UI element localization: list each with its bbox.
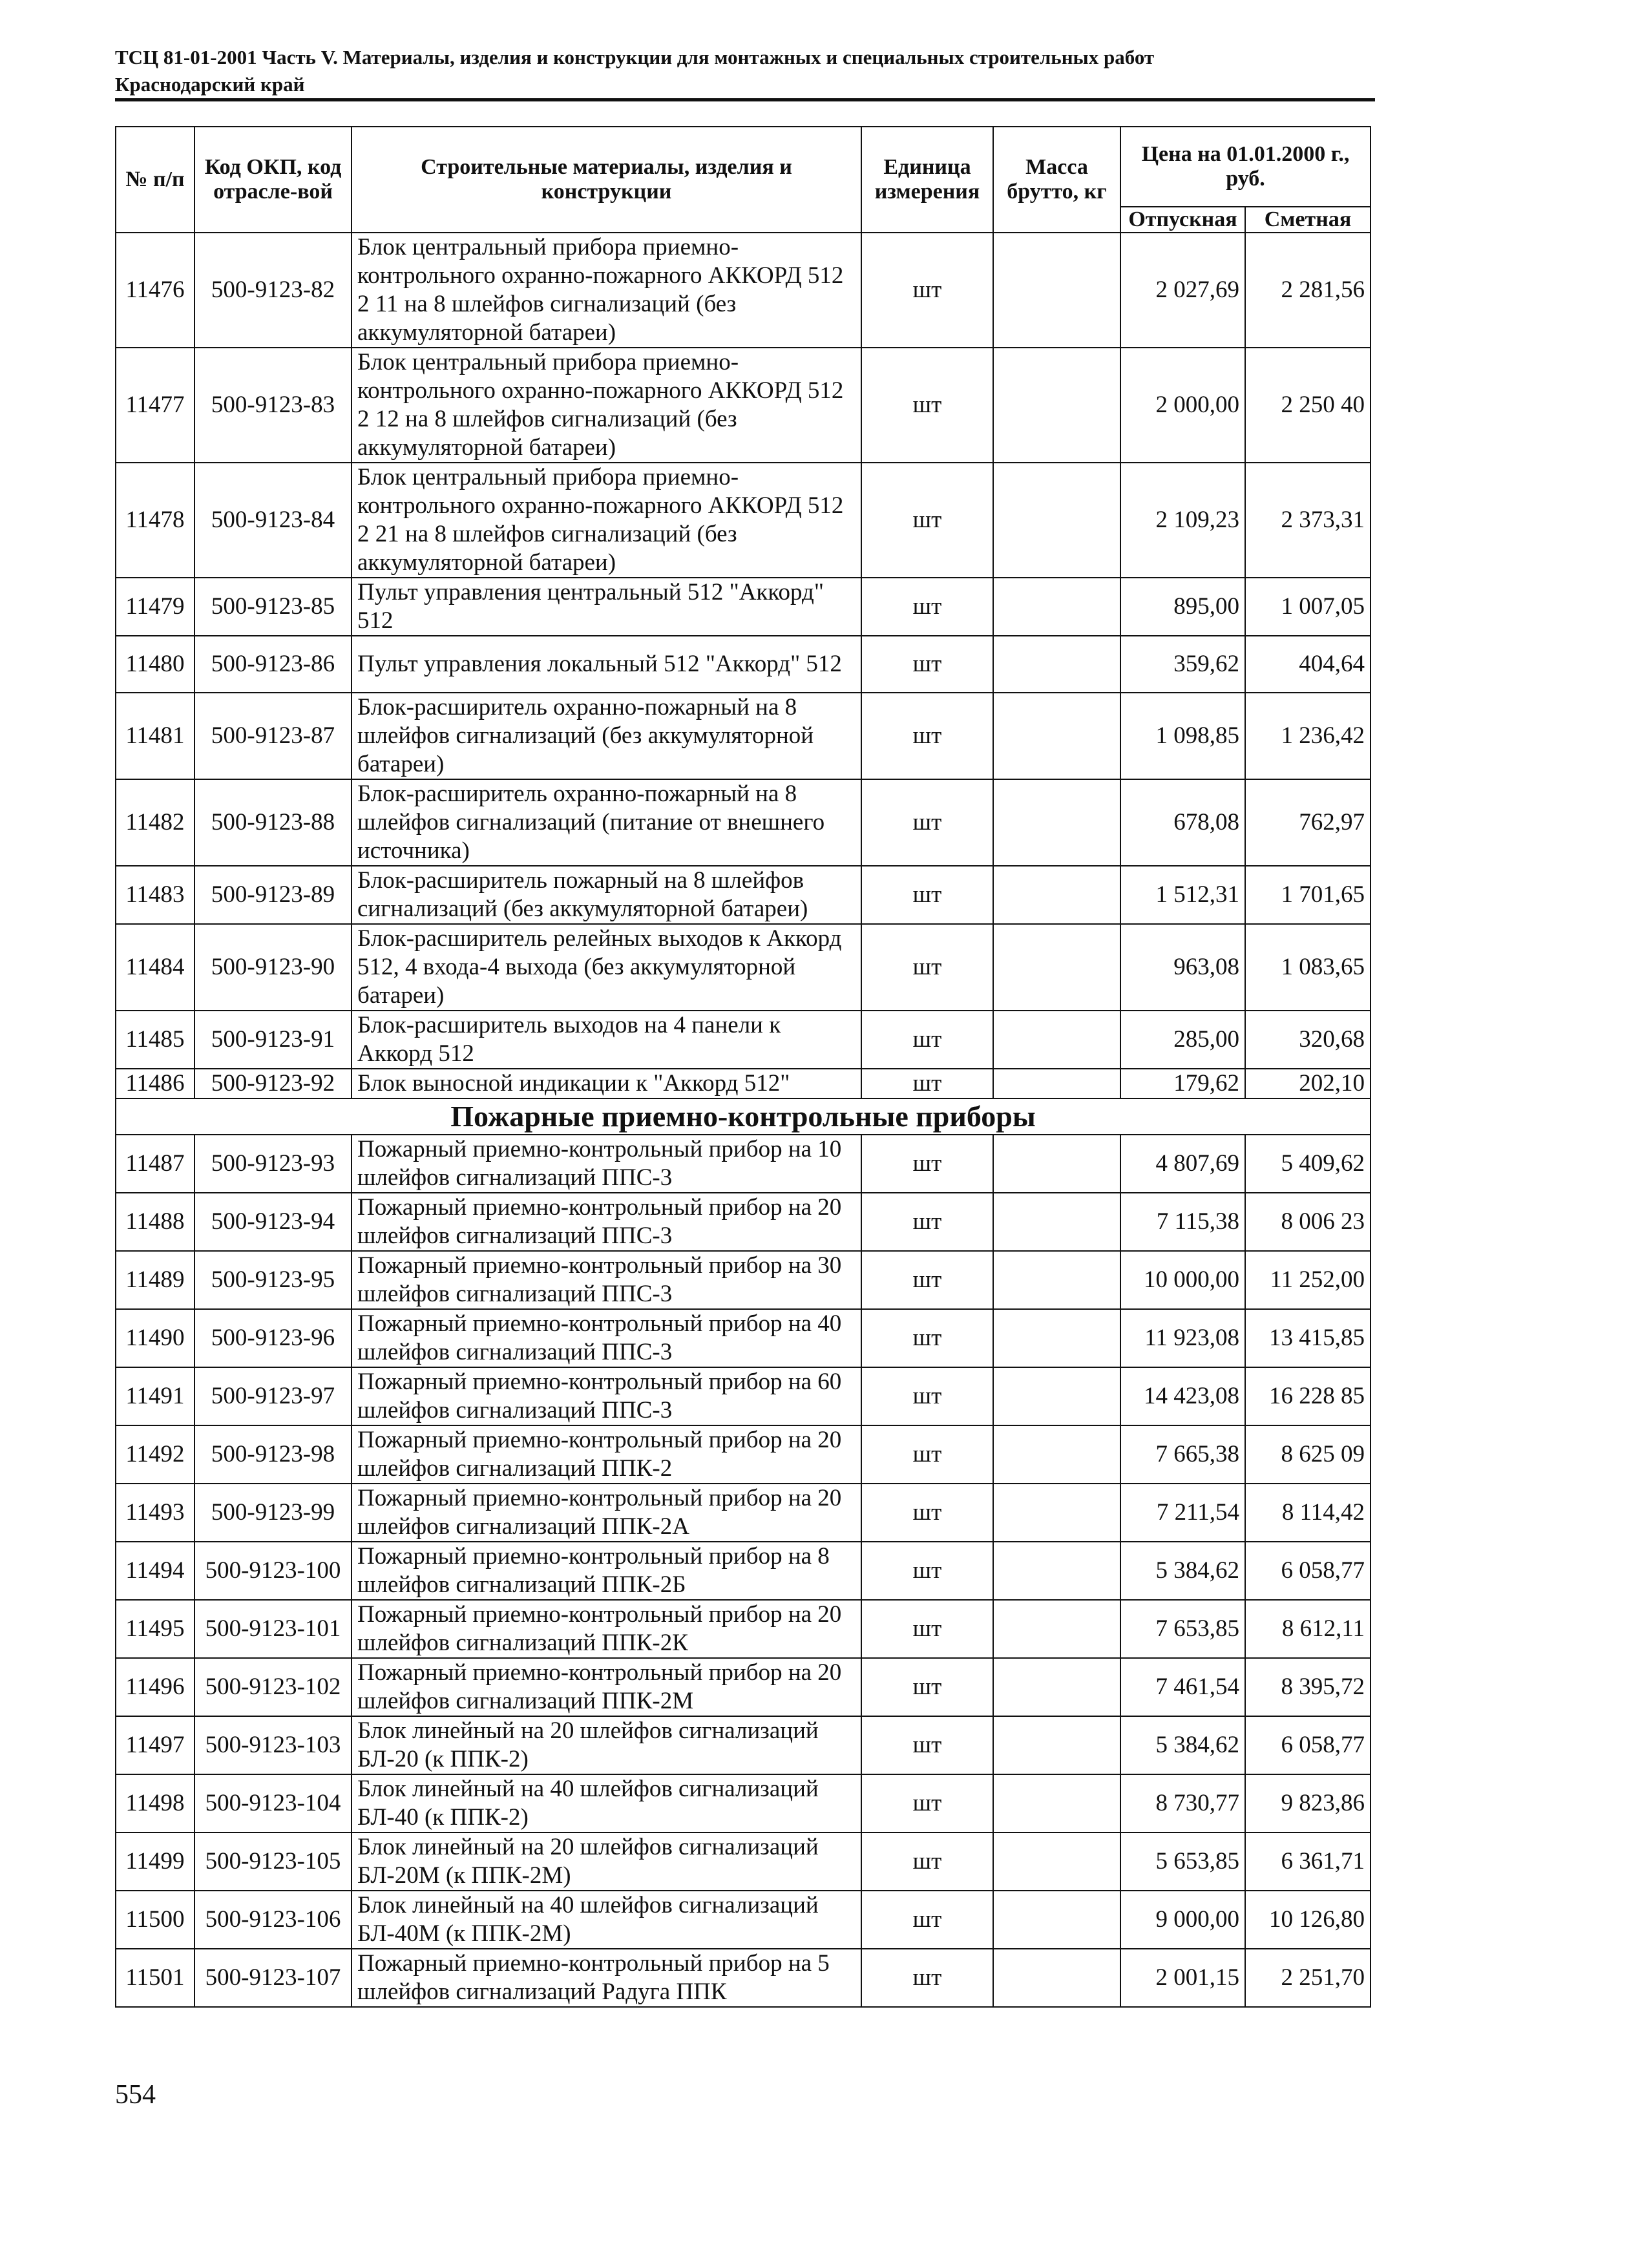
cell-name: Блок линейный на 40 шлейфов сигнализаций БЛ-40 (к ППК-2): [352, 1774, 861, 1832]
cell-unit: шт: [861, 1658, 993, 1716]
cell-code: 500-9123-97: [194, 1367, 352, 1425]
cell-mass: [993, 1949, 1120, 2007]
cell-unit: шт: [861, 1069, 993, 1098]
cell-num: 11493: [116, 1484, 194, 1542]
cell-release-price: 7 115,38: [1120, 1193, 1245, 1251]
cell-mass: [993, 1716, 1120, 1774]
cell-unit: шт: [861, 1193, 993, 1251]
cell-unit: шт: [861, 1251, 993, 1309]
table-row: [116, 1069, 1371, 1098]
table-row: [116, 1600, 1371, 1658]
cell-num: 11477: [116, 348, 194, 463]
cell-name: Блок линейный на 20 шлейфов сигнализаций БЛ-20 (к ППК-2): [352, 1716, 861, 1774]
table-header: [116, 127, 1371, 233]
table-row: [116, 1309, 1371, 1367]
table-body-fire-devices: [116, 1135, 1371, 2007]
cell-code: 500-9123-94: [194, 1193, 352, 1251]
cell-name: Блок-расширитель релейных выходов к Аккорд 512, 4 входа-4 выхода (без аккумуляторной батареи): [352, 924, 861, 1011]
table-row: [116, 1251, 1371, 1309]
cell-code: 500-9123-104: [194, 1774, 352, 1832]
cell-unit: шт: [861, 1716, 993, 1774]
cell-unit: шт: [861, 924, 993, 1011]
cell-code: 500-9123-101: [194, 1600, 352, 1658]
cell-code: 500-9123-87: [194, 693, 352, 779]
cell-release-price: 4 807,69: [1120, 1135, 1245, 1193]
cell-mass: [993, 348, 1120, 463]
cell-estimate-price: 6 361,71: [1245, 1832, 1371, 1891]
col-header-num: № п/п: [116, 127, 194, 233]
section-title: Пожарные приемно-контрольные приборы: [116, 1098, 1371, 1135]
cell-mass: [993, 578, 1120, 636]
cell-code: 500-9123-102: [194, 1658, 352, 1716]
table-row: [116, 348, 1371, 463]
cell-name: Блок выносной индикации к "Аккорд 512": [352, 1069, 861, 1098]
cell-name: Пожарный приемно-контрольный прибор на 20 шлейфов сигнализаций ППК-2: [352, 1425, 861, 1484]
cell-num: 11476: [116, 233, 194, 348]
cell-mass: [993, 636, 1120, 693]
col-header-code: Код ОКП, код отрасле-вой: [194, 127, 352, 233]
cell-mass: [993, 1309, 1120, 1367]
cell-code: 500-9123-93: [194, 1135, 352, 1193]
table-row: [116, 1135, 1371, 1193]
cell-num: 11486: [116, 1069, 194, 1098]
cell-estimate-price: 8 114,42: [1245, 1484, 1371, 1542]
cell-name: Пожарный приемно-контрольный прибор на 30 шлейфов сигнализаций ППС-3: [352, 1251, 861, 1309]
header-rule: [115, 98, 1375, 101]
cell-release-price: 7 211,54: [1120, 1484, 1245, 1542]
cell-release-price: 1 512,31: [1120, 866, 1245, 924]
cell-release-price: 7 461,54: [1120, 1658, 1245, 1716]
cell-release-price: 1 098,85: [1120, 693, 1245, 779]
cell-name: Блок-расширитель охранно-пожарный на 8 шлейфов сигнализаций (без аккумуляторной батареи): [352, 693, 861, 779]
cell-num: 11495: [116, 1600, 194, 1658]
cell-estimate-price: 1 007,05: [1245, 578, 1371, 636]
cell-name: Пульт управления центральный 512 "Аккорд" 512: [352, 578, 861, 636]
cell-name: Блок центральный прибора приемно-контрольного охранно-пожарного АККОРД 512 2 11 на 8 шлейфов сигнализаций (без аккумуляторной батареи): [352, 233, 861, 348]
cell-estimate-price: 2 250 40: [1245, 348, 1371, 463]
cell-release-price: 7 665,38: [1120, 1425, 1245, 1484]
cell-unit: шт: [861, 1832, 993, 1891]
cell-num: 11499: [116, 1832, 194, 1891]
cell-num: 11501: [116, 1949, 194, 2007]
cell-num: 11484: [116, 924, 194, 1011]
cell-code: 500-9123-96: [194, 1309, 352, 1367]
table-row: [116, 866, 1371, 924]
cell-name: Блок центральный прибора приемно-контрольного охранно-пожарного АККОРД 512 2 21 на 8 шлейфов сигнализаций (без аккумуляторной батареи): [352, 463, 861, 578]
cell-name: Блок линейный на 40 шлейфов сигнализаций БЛ-40М (к ППК-2М): [352, 1891, 861, 1949]
cell-unit: шт: [861, 1600, 993, 1658]
cell-unit: шт: [861, 1309, 993, 1367]
cell-code: 500-9123-88: [194, 779, 352, 866]
cell-code: 500-9123-82: [194, 233, 352, 348]
price-table: [115, 126, 1371, 2008]
col-header-estimate: Сметная: [1245, 207, 1371, 233]
cell-unit: шт: [861, 1774, 993, 1832]
cell-release-price: 11 923,08: [1120, 1309, 1245, 1367]
cell-name: Блок-расширитель охранно-пожарный на 8 шлейфов сигнализаций (питание от внешнего источника): [352, 779, 861, 866]
cell-mass: [993, 463, 1120, 578]
cell-num: 11496: [116, 1658, 194, 1716]
cell-release-price: 2 000,00: [1120, 348, 1245, 463]
cell-unit: шт: [861, 1542, 993, 1600]
table-row: [116, 1658, 1371, 1716]
cell-release-price: 2 109,23: [1120, 463, 1245, 578]
section-row: [116, 1098, 1371, 1135]
cell-estimate-price: 202,10: [1245, 1069, 1371, 1098]
table-row: [116, 1367, 1371, 1425]
cell-name: Блок-расширитель пожарный на 8 шлейфов сигнализаций (без аккумуляторной батареи): [352, 866, 861, 924]
cell-name: Блок линейный на 20 шлейфов сигнализаций БЛ-20М (к ППК-2М): [352, 1832, 861, 1891]
cell-mass: [993, 1600, 1120, 1658]
cell-unit: шт: [861, 463, 993, 578]
cell-release-price: 359,62: [1120, 636, 1245, 693]
table-row: [116, 1716, 1371, 1774]
cell-code: 500-9123-90: [194, 924, 352, 1011]
cell-estimate-price: 2 373,31: [1245, 463, 1371, 578]
cell-unit: шт: [861, 1949, 993, 2007]
cell-estimate-price: 16 228 85: [1245, 1367, 1371, 1425]
cell-mass: [993, 1832, 1120, 1891]
cell-estimate-price: 8 006 23: [1245, 1193, 1371, 1251]
cell-mass: [993, 1658, 1120, 1716]
page-header: [115, 44, 1375, 98]
table-row: [116, 1832, 1371, 1891]
table-row: [116, 636, 1371, 693]
cell-num: 11487: [116, 1135, 194, 1193]
cell-estimate-price: 8 625 09: [1245, 1425, 1371, 1484]
cell-num: 11482: [116, 779, 194, 866]
table-row: [116, 1949, 1371, 2007]
cell-code: 500-9123-92: [194, 1069, 352, 1098]
col-header-price-group: Цена на 01.01.2000 г., руб.: [1120, 127, 1371, 207]
cell-code: 500-9123-99: [194, 1484, 352, 1542]
cell-estimate-price: 10 126,80: [1245, 1891, 1371, 1949]
cell-name: Пожарный приемно-контрольный прибор на 20 шлейфов сигнализаций ППК-2М: [352, 1658, 861, 1716]
cell-code: 500-9123-106: [194, 1891, 352, 1949]
cell-num: 11485: [116, 1011, 194, 1069]
cell-release-price: 5 384,62: [1120, 1716, 1245, 1774]
cell-mass: [993, 1484, 1120, 1542]
cell-mass: [993, 1774, 1120, 1832]
cell-num: 11488: [116, 1193, 194, 1251]
cell-name: Блок центральный прибора приемно-контрольного охранно-пожарного АККОРД 512 2 12 на 8 шлейфов сигнализаций (без аккумуляторной батареи): [352, 348, 861, 463]
cell-estimate-price: 5 409,62: [1245, 1135, 1371, 1193]
cell-num: 11478: [116, 463, 194, 578]
table-row: [116, 1891, 1371, 1949]
cell-estimate-price: 9 823,86: [1245, 1774, 1371, 1832]
cell-unit: шт: [861, 1425, 993, 1484]
cell-release-price: 10 000,00: [1120, 1251, 1245, 1309]
cell-unit: шт: [861, 1891, 993, 1949]
cell-num: 11491: [116, 1367, 194, 1425]
cell-mass: [993, 1891, 1120, 1949]
cell-code: 500-9123-107: [194, 1949, 352, 2007]
table-row: [116, 1011, 1371, 1069]
cell-num: 11479: [116, 578, 194, 636]
cell-unit: шт: [861, 1367, 993, 1425]
cell-code: 500-9123-89: [194, 866, 352, 924]
col-header-unit: Единица измерения: [861, 127, 993, 233]
cell-unit: шт: [861, 779, 993, 866]
cell-mass: [993, 1069, 1120, 1098]
cell-estimate-price: 1 236,42: [1245, 693, 1371, 779]
cell-num: 11480: [116, 636, 194, 693]
col-header-mass: Масса брутто, кг: [993, 127, 1120, 233]
cell-estimate-price: 2 281,56: [1245, 233, 1371, 348]
table-row: [116, 233, 1371, 348]
cell-code: 500-9123-84: [194, 463, 352, 578]
table-row: [116, 463, 1371, 578]
cell-estimate-price: 11 252,00: [1245, 1251, 1371, 1309]
cell-mass: [993, 1011, 1120, 1069]
table-row: [116, 693, 1371, 779]
cell-code: 500-9123-95: [194, 1251, 352, 1309]
cell-name: Пульт управления локальный 512 "Аккорд" 512: [352, 636, 861, 693]
cell-mass: [993, 1367, 1120, 1425]
cell-unit: шт: [861, 1484, 993, 1542]
table-body-main: [116, 233, 1371, 1098]
cell-unit: шт: [861, 578, 993, 636]
cell-num: 11490: [116, 1309, 194, 1367]
cell-release-price: 2 001,15: [1120, 1949, 1245, 2007]
header-region: Краснодарский край: [115, 73, 305, 96]
cell-name: Пожарный приемно-контрольный прибор на 10 шлейфов сигнализаций ППС-3: [352, 1135, 861, 1193]
cell-estimate-price: 8 395,72: [1245, 1658, 1371, 1716]
cell-release-price: 5 653,85: [1120, 1832, 1245, 1891]
cell-mass: [993, 693, 1120, 779]
table-row: [116, 1774, 1371, 1832]
col-header-name: Строительные материалы, изделия и конструкции: [352, 127, 861, 233]
cell-num: 11481: [116, 693, 194, 779]
cell-name: Пожарный приемно-контрольный прибор на 20 шлейфов сигнализаций ППС-3: [352, 1193, 861, 1251]
cell-release-price: 2 027,69: [1120, 233, 1245, 348]
table-row: [116, 1542, 1371, 1600]
page-number: 554: [115, 2080, 156, 2110]
cell-mass: [993, 1135, 1120, 1193]
cell-estimate-price: 2 251,70: [1245, 1949, 1371, 2007]
cell-release-price: 9 000,00: [1120, 1891, 1245, 1949]
cell-mass: [993, 779, 1120, 866]
cell-estimate-price: 8 612,11: [1245, 1600, 1371, 1658]
cell-release-price: 7 653,85: [1120, 1600, 1245, 1658]
cell-release-price: 895,00: [1120, 578, 1245, 636]
cell-estimate-price: 762,97: [1245, 779, 1371, 866]
col-header-release: Отпускная: [1120, 207, 1245, 233]
cell-unit: шт: [861, 1135, 993, 1193]
cell-release-price: 678,08: [1120, 779, 1245, 866]
table-row: [116, 1193, 1371, 1251]
cell-num: 11489: [116, 1251, 194, 1309]
cell-name: Блок-расширитель выходов на 4 панели к Аккорд 512: [352, 1011, 861, 1069]
cell-name: Пожарный приемно-контрольный прибор на 8 шлейфов сигнализаций ППК-2Б: [352, 1542, 861, 1600]
cell-name: Пожарный приемно-контрольный прибор на 40 шлейфов сигнализаций ППС-3: [352, 1309, 861, 1367]
cell-num: 11483: [116, 866, 194, 924]
cell-estimate-price: 1 701,65: [1245, 866, 1371, 924]
cell-code: 500-9123-105: [194, 1832, 352, 1891]
cell-release-price: 285,00: [1120, 1011, 1245, 1069]
cell-estimate-price: 6 058,77: [1245, 1716, 1371, 1774]
cell-name: Пожарный приемно-контрольный прибор на 20 шлейфов сигнализаций ППК-2А: [352, 1484, 861, 1542]
cell-code: 500-9123-103: [194, 1716, 352, 1774]
table-section: [116, 1098, 1371, 1135]
cell-release-price: 14 423,08: [1120, 1367, 1245, 1425]
cell-mass: [993, 233, 1120, 348]
table-row: [116, 924, 1371, 1011]
cell-num: 11492: [116, 1425, 194, 1484]
cell-release-price: 963,08: [1120, 924, 1245, 1011]
cell-release-price: 5 384,62: [1120, 1542, 1245, 1600]
cell-mass: [993, 1542, 1120, 1600]
cell-num: 11500: [116, 1891, 194, 1949]
cell-code: 500-9123-98: [194, 1425, 352, 1484]
cell-name: Пожарный приемно-контрольный прибор на 20 шлейфов сигнализаций ППК-2К: [352, 1600, 861, 1658]
cell-estimate-price: 320,68: [1245, 1011, 1371, 1069]
cell-unit: шт: [861, 348, 993, 463]
cell-num: 11497: [116, 1716, 194, 1774]
cell-mass: [993, 866, 1120, 924]
cell-code: 500-9123-85: [194, 578, 352, 636]
cell-code: 500-9123-91: [194, 1011, 352, 1069]
table-row: [116, 779, 1371, 866]
cell-estimate-price: 6 058,77: [1245, 1542, 1371, 1600]
table-row: [116, 1484, 1371, 1542]
cell-unit: шт: [861, 1011, 993, 1069]
cell-estimate-price: 404,64: [1245, 636, 1371, 693]
header-title: ТСЦ 81-01-2001 Часть V. Материалы, изделия и конструкции для монтажных и специальных строительных работ: [115, 46, 1155, 68]
cell-name: Пожарный приемно-контрольный прибор на 60 шлейфов сигнализаций ППС-3: [352, 1367, 861, 1425]
cell-code: 500-9123-86: [194, 636, 352, 693]
cell-name: Пожарный приемно-контрольный прибор на 5 шлейфов сигнализаций Радуга ППК: [352, 1949, 861, 2007]
cell-unit: шт: [861, 693, 993, 779]
cell-estimate-price: 1 083,65: [1245, 924, 1371, 1011]
cell-unit: шт: [861, 866, 993, 924]
cell-num: 11498: [116, 1774, 194, 1832]
cell-mass: [993, 1425, 1120, 1484]
cell-mass: [993, 1251, 1120, 1309]
cell-release-price: 179,62: [1120, 1069, 1245, 1098]
cell-estimate-price: 13 415,85: [1245, 1309, 1371, 1367]
cell-code: 500-9123-83: [194, 348, 352, 463]
cell-code: 500-9123-100: [194, 1542, 352, 1600]
cell-mass: [993, 1193, 1120, 1251]
cell-release-price: 8 730,77: [1120, 1774, 1245, 1832]
cell-unit: шт: [861, 636, 993, 693]
cell-unit: шт: [861, 233, 993, 348]
cell-num: 11494: [116, 1542, 194, 1600]
cell-mass: [993, 924, 1120, 1011]
table-row: [116, 1425, 1371, 1484]
table-row: [116, 578, 1371, 636]
